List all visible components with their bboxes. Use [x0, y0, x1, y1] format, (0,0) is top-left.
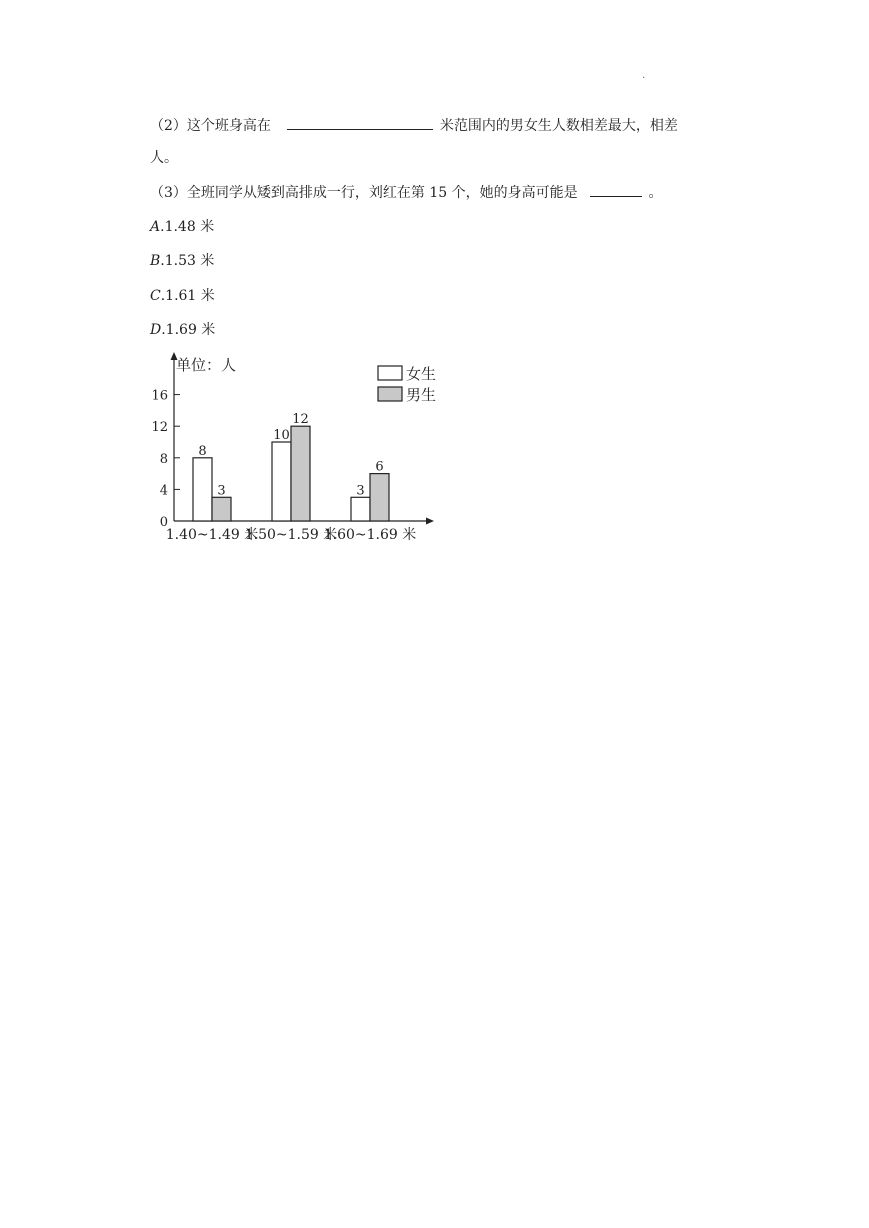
question-2-end: 人。: [150, 150, 178, 166]
option-c-text: .1.61 米: [160, 288, 215, 304]
question-2-middle: 米范围内的男女生人数相差最大，相差: [439, 118, 678, 134]
bar: [193, 458, 212, 521]
bar-value-label: 6: [375, 459, 384, 475]
bar: [370, 474, 389, 521]
y-tick-label: 4: [159, 483, 168, 499]
bar-value-label: 3: [217, 483, 226, 499]
legend-swatch: [378, 366, 402, 380]
legend-label: 女生: [406, 365, 437, 383]
question-3-text: （3）全班同学从矮到高排成一行，刘红在第 15 个，她的身高可能是: [150, 185, 578, 201]
option-a-text: .1.48 米: [160, 219, 215, 235]
legend-label: 男生: [406, 386, 437, 404]
bar: [291, 426, 310, 521]
x-tick-label: 1.40~1.49 米: [165, 527, 259, 543]
bar-value-label: 8: [198, 443, 207, 459]
question-2-line-2: [150, 147, 178, 167]
bar-value-label: 10: [273, 428, 290, 443]
x-tick-label: 1.60~1.69 米: [323, 527, 417, 543]
question-3-line: [150, 182, 663, 202]
bar-value-label: 3: [356, 483, 365, 499]
bar: [272, 442, 291, 521]
bar: [212, 497, 231, 521]
option-c-letter: C: [150, 288, 161, 304]
y-tick-label: 12: [151, 420, 168, 436]
y-tick-label: 16: [151, 388, 168, 404]
option-b-letter: B: [150, 253, 161, 269]
option-d-text: .1.69 米: [161, 322, 216, 338]
option-b-text: .1.53 米: [160, 253, 215, 269]
y-axis-label: 单位：人: [176, 356, 237, 374]
question-2-prefix: （2）这个班身高在: [150, 118, 271, 134]
y-tick-label: 8: [159, 451, 168, 467]
question-2-line-1: [150, 115, 678, 135]
question-3-end: 。: [648, 185, 663, 201]
bar: [351, 497, 370, 521]
answer-blank-range[interactable]: [287, 115, 433, 130]
option-d-letter: D: [150, 322, 162, 338]
header-dot: .: [642, 70, 646, 81]
legend-swatch: [378, 387, 402, 401]
bar-value-label: 12: [292, 412, 309, 428]
option-b[interactable]: [150, 250, 214, 270]
option-a-letter: A: [150, 219, 161, 235]
y-tick-label: 0: [159, 515, 168, 530]
x-tick-label: 1.50~1.59 米: [244, 527, 338, 543]
answer-blank-height[interactable]: [590, 182, 642, 197]
height-bar-chart: [150, 350, 450, 545]
option-a[interactable]: [150, 216, 214, 236]
option-c[interactable]: [150, 285, 215, 305]
x-axis-arrow: [426, 518, 434, 525]
option-d[interactable]: [150, 319, 215, 339]
